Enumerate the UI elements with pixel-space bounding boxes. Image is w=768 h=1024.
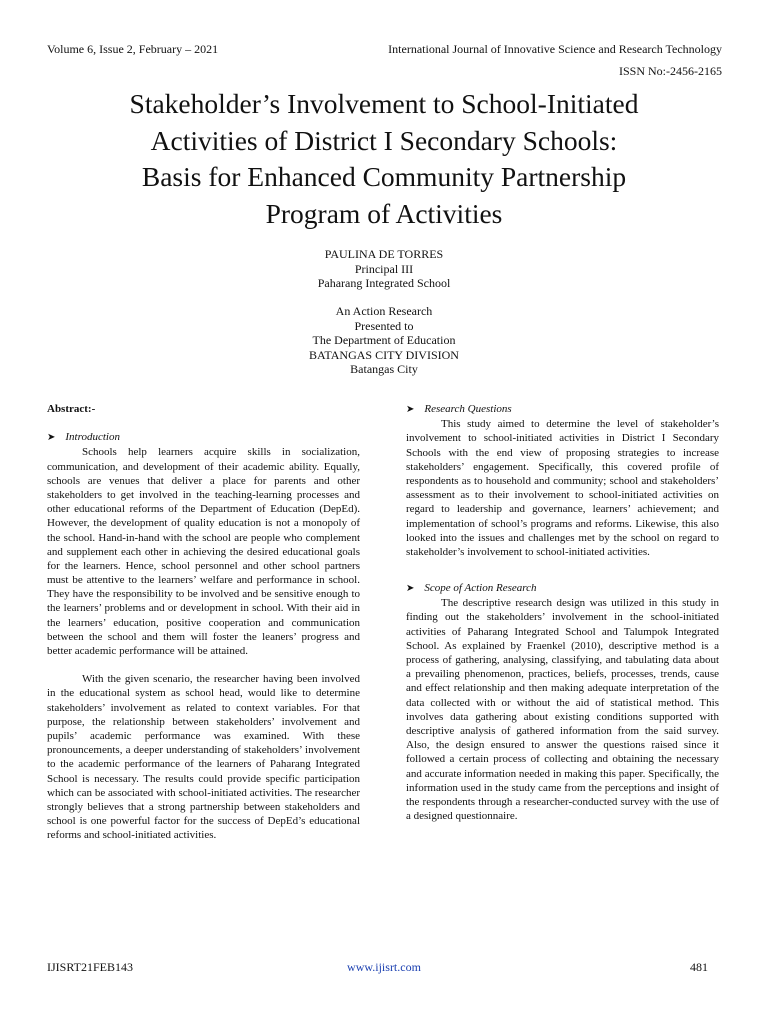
footer-website-link[interactable]: www.ijisrt.com	[347, 960, 421, 974]
scope-heading: ➤ Scope of Action Research	[406, 582, 537, 595]
author-block	[0, 247, 768, 291]
author-position: Principal III	[354, 261, 414, 276]
arrow-bullet-icon: ➤	[406, 404, 415, 415]
footer-page-number: 481	[690, 960, 708, 974]
arrow-bullet-icon: ➤	[47, 432, 56, 444]
research-info-line: Batangas City	[350, 362, 418, 376]
left-column	[47, 402, 360, 842]
arrow-bullet-icon: ➤	[406, 583, 415, 595]
research-questions-heading: ➤ Research Questions	[406, 403, 512, 415]
title-line: Activities of District I Secondary Schools:	[150, 124, 618, 156]
header-volume: Volume 6, Issue 2, February – 2021	[47, 42, 219, 56]
footer-paper-code: IJISRT21FEB143	[47, 960, 133, 974]
research-info-line: BATANGAS CITY DIVISION	[309, 347, 459, 362]
research-info-line: Presented to	[354, 318, 414, 333]
research-info-line: The Department of Education	[312, 333, 456, 347]
author-name: PAULINA DE TORRES	[324, 247, 444, 261]
research-info-block	[0, 304, 768, 377]
title-line: Stakeholder’s Involvement to School-Initiated	[129, 88, 639, 119]
introduction-paragraph: Schools help learners acquire skills in socialization, communication, and development of their academic ability. Equally, schools are venues that deliver a place for parents and other stakeholders to get involved in the teaching-learning processes and other educational reforms of the Department of Education (DepEd). However, the development of quality education is not a monopoly of the school. Hand-in-hand with the school are people who complement and supplement each other in achieving the desired educational goals for the learners. Hence, school personnel and other school partners must be attentive to the learners’ welfare and performance in school. They have the responsibility to be involved and be sensitive enough to the learners’ problems and or development in school. With their aid in the learners’ education, positive cooperation and communication between the school and them will foster the leaners’ progress and better academic performance will be attained.	[47, 446, 360, 657]
title-line: Program of Activities	[265, 197, 503, 229]
research-info-line: An Action Research	[335, 304, 433, 318]
right-column	[406, 402, 719, 823]
header-issn: ISSN No:-2456-2165	[618, 64, 722, 78]
abstract-heading: Abstract:-	[47, 403, 96, 415]
introduction-heading: ➤ Introduction	[47, 431, 120, 444]
scope-paragraph: The descriptive research design was utilized in this study in finding out the stakeholders’ involvement in the school-initiated activities of Paharang Integrated School and Talumpok Integrated School. As explained by Fraenkel (2010), descriptive method is a process of gathering, analysing, classifying, and tabulating data about a prevailing phenomenon, practices, beliefs, processes, trends, cause and effect relationship and then making adequate interpretation of the data collected with or without the aid of statistical method. This involves data gathering about existing conditions supported with descriptive analysis of gathered information from the said survey. Also, the design ensured to answer the questions raised since it followed a certain process of collecting and obtaining the necessary and accurate information needed in making this paper. Specifically, the information used in the study came from the perceptions and insight of the respondents through a researcher-conducted survey with the use of a designed questionnaire.	[406, 597, 719, 823]
introduction-paragraph: With the given scenario, the researcher having been involved in the educational system as school head, would like to determine stakeholders’ involvement as related to context variables. For that purpose, the relationship between stakeholders’ involvement and pupils’ academic performance was examined. With these pronouncements, a deeper understanding of stakeholders’ involvement to the academic performance of the learners of Paharang Integrated School is necessary. The results could provide specific participation which can be associated with school-initiated activities. The researcher strongly believes that a strong partnership between stakeholders and school is one powerful factor for the success of DepEd’s educational reforms and school-initiated activities.	[47, 673, 360, 842]
author-school: Paharang Integrated School	[317, 276, 451, 290]
paper-title	[70, 86, 698, 232]
header-journal-name: International Journal of Innovative Science and Research Technology	[388, 42, 722, 56]
title-line: Basis for Enhanced Community Partnership	[141, 161, 627, 192]
research-questions-paragraph: This study aimed to determine the level of stakeholder’s involvement to school-initiated activities in District I Secondary Schools with the end view of proposing strategies to increase stakeholders’ engagement. Specifically, this covered profile of respondents as to household and community; school and stakeholders’ assessment as to their involvement to school-initiated activities on regard to leadership and governance, learners’ achievement; and implementation of school’s programs and reforms. Likewise, this also looked into the issues and challenges met by the school on regard to stakeholder’s involvement to school-initiated activities.	[406, 418, 719, 558]
